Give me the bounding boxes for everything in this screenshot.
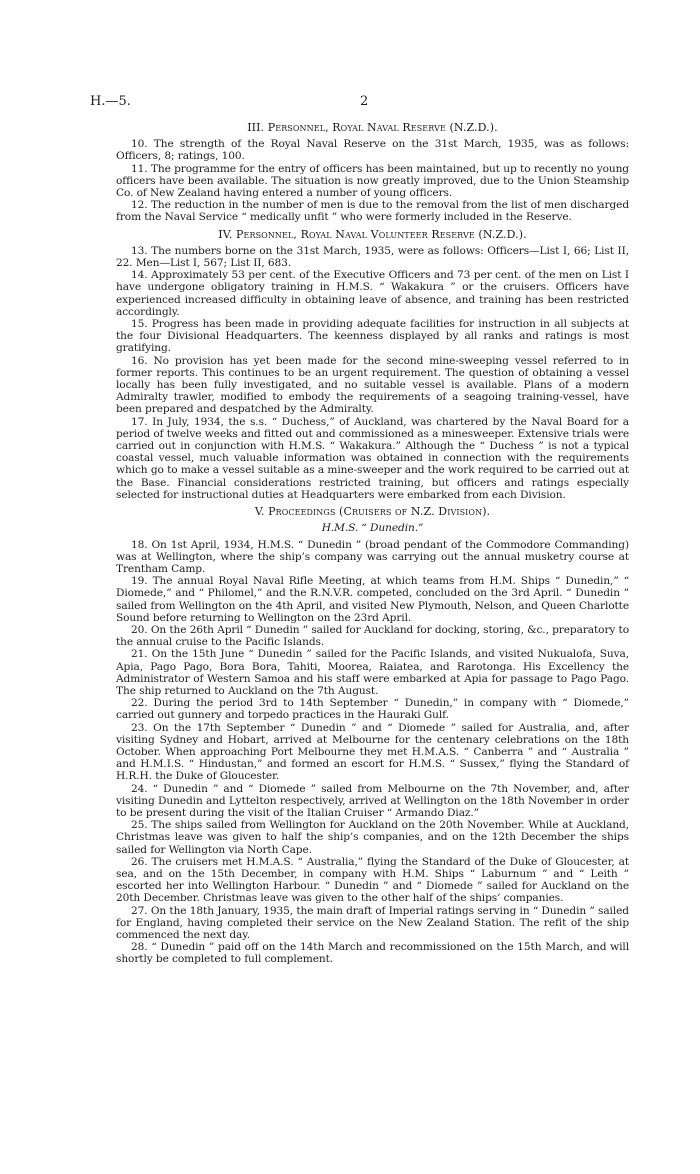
section-heading-iii: III. Personnel, Royal Naval Reserve (N.Z.D.).	[247, 121, 498, 134]
paragraph-28: 28. “ Dunedin ” paid off on the 14th March and recommissioned on the 15th March, and will shortly be completed to full complement.	[116, 941, 629, 966]
paragraph-13: 13. The numbers borne on the 31st March, 1935, were as follows: Officers—List I, 66; List II, 22. Men—List I, 567; List II, 683.	[116, 244, 629, 270]
paragraph-20: 20. On the 26th April “ Dunedin ” sailed for Auckland for docking, storing, &c., preparatory to the annual cruise to the Pacific Islands.	[116, 623, 629, 649]
page-header	[90, 94, 630, 110]
paragraph-24: 24. “ Dunedin ” and “ Diomede ” sailed from Melbourne on the 7th November, and, after visiting Dunedin and Lyttelton respectively, arrived at Wellington on the 18th November in order to be present during the visit of the Italian Cruiser “ Armando Diaz.”	[116, 782, 629, 819]
section-heading-v: V. Proceedings (Cruisers of N.Z. Division).	[254, 505, 491, 519]
paragraph-16: 16. No provision has yet been made for the second mine-sweeping vessel referred to in former reports. This continues to be an urgent requirement. The question of obtaining a vessel locally has been fully investigated, and no suitable vessel is available. Plans of a modern Admiralty trawler, modified to embody the requirements of a seagoing training-vessel, have been prepared and despatched by the Admiralty.	[116, 354, 629, 416]
paragraph-21: 21. On the 15th June “ Dunedin ” sailed for the Pacific Islands, and visited Nukualofa, Suva, Apia, Pago Pago, Bora Bora, Tahiti, Moorea, Raiatea, and Rarotonga. His Excellency the Administrator of Western Samoa and his staff were embarked at Apia for passage to Pago Pago. The ship returned to Auckland on the 7th August.	[116, 648, 629, 697]
paragraph-15: 15. Progress has been made in providing adequate facilities for instruction in all subjects at the four Divisional Headquarters. The keenness displayed by all ranks and ratings is most gratifying.	[116, 318, 629, 355]
section-heading-iv: IV. Personnel, Royal Naval Volunteer Reserve (N.Z.D.).	[218, 227, 527, 241]
paragraph-19: 19. The annual Royal Naval Rifle Meeting, at which teams from H.M. Ships “ Dunedin,” “ Diomede,” and “ Philomel,” and the R.N.V.R. competed, concluded on the 3rd April. “ Dunedin ” sailed from Wellington on the 4th April, and visited New Plymouth, Nelson, and Queen Charlotte Sound before returning to Wellington on the 23rd April.	[116, 575, 629, 624]
document-reference: H.—5.	[90, 94, 131, 109]
paragraph-17: 17. In July, 1934, the s.s. “ Duchess,” of Auckland, was chartered by the Naval Board for a period of twelve weeks and fitted out and commissioned as a minesweeper. Extensive trials were carried out in conjunction with H.M.S. “ Wakakura.” Although the “ Duchess ” is not a typical coastal vessel, much valuable information was obtained in connection with the requirements which go to make a vessel suitable as a mine-sweeper and the work required to be carried out at the Base. Financial considerations restricted training, but officers and ratings especially selected for instructional duties at Headquarters were embarked from each Division.	[116, 415, 629, 501]
paragraph-18: 18. On 1st April, 1934, H.M.S. “ Dunedin ” (broad pendant of the Commodore Commanding) was at Wellington, where the ship’s company was carrying out the annual musketry course at Trentham Camp.	[116, 538, 629, 575]
ship-subheading: H.M.S. “ Dunedin.”	[321, 522, 424, 535]
paragraph-26: 26. The cruisers met H.M.A.S. “ Australia,” flying the Standard of the Duke of Gloucester, at sea, and on the 15th December, in company with H.M. Ships “ Laburnum ” and “ Leith ” escorted her into Wellington Harbour. “ Dunedin ” and “ Diomede ” sailed for Auckland on the 20th December. Christmas leave was given to the other half of the ships’ companies.	[116, 855, 629, 905]
paragraph-14: 14. Approximately 53 per cent. of the Executive Officers and 73 per cent. of the men on List I have undergone obligatory training in H.M.S. “ Wakakura ” or the cruisers. Officers have experienced increased difficulty in obtaining leave of absence, and training has been restricted accordingly.	[116, 269, 629, 318]
paragraph-11: 11. The programme for the entry of officers has been maintained, but up to recently no young officers have been available. The situation is now greatly improved, due to the Union Steamship Co. of New Zealand having entered a number of young officers.	[116, 162, 629, 200]
paragraph-22: 22. During the period 3rd to 14th September “ Dunedin,” in company with “ Diomede,” carried out gunnery and torpedo practices in the Hauraki Gulf.	[116, 697, 629, 722]
paragraph-27: 27. On the 18th January, 1935, the main draft of Imperial ratings serving in “ Dunedin ” sailed for England, having completed their service on the New Zealand Station. The refit of the ship commenced the next day.	[116, 904, 629, 941]
paragraph-25: 25. The ships sailed from Wellington for Auckland on the 20th November. While at Auckland, Christmas leave was given to half the ship’s companies, and on the 12th December the ships sailed for Wellington via North Cape.	[116, 819, 629, 856]
paragraph-10: 10. The strength of the Royal Naval Reserve on the 31st March, 1935, was as follows: Officers, 8; ratings, 100.	[116, 138, 629, 163]
paragraph-12: 12. The reduction in the number of men is due to the removal from the list of men discharged from the Naval Service “ medically unfit ” who were formerly included in the Reserve.	[116, 199, 629, 224]
document-body	[116, 122, 629, 966]
paragraph-23: 23. On the 17th September “ Dunedin ” and “ Diomede ” sailed for Australia, and, after visiting Sydney and Hobart, arrived at Melbourne for the centenary celebrations on the 18th October. When approaching Port Melbourne they met H.M.A.S. “ Canberra ” and “ Australia ” and H.M.I.S. “ Hindustan,” and formed an escort for H.M.S. “ Sussex,” flying the Standard of H.R.H. the Duke of Gloucester.	[116, 721, 629, 783]
page-number: 2	[360, 94, 369, 109]
